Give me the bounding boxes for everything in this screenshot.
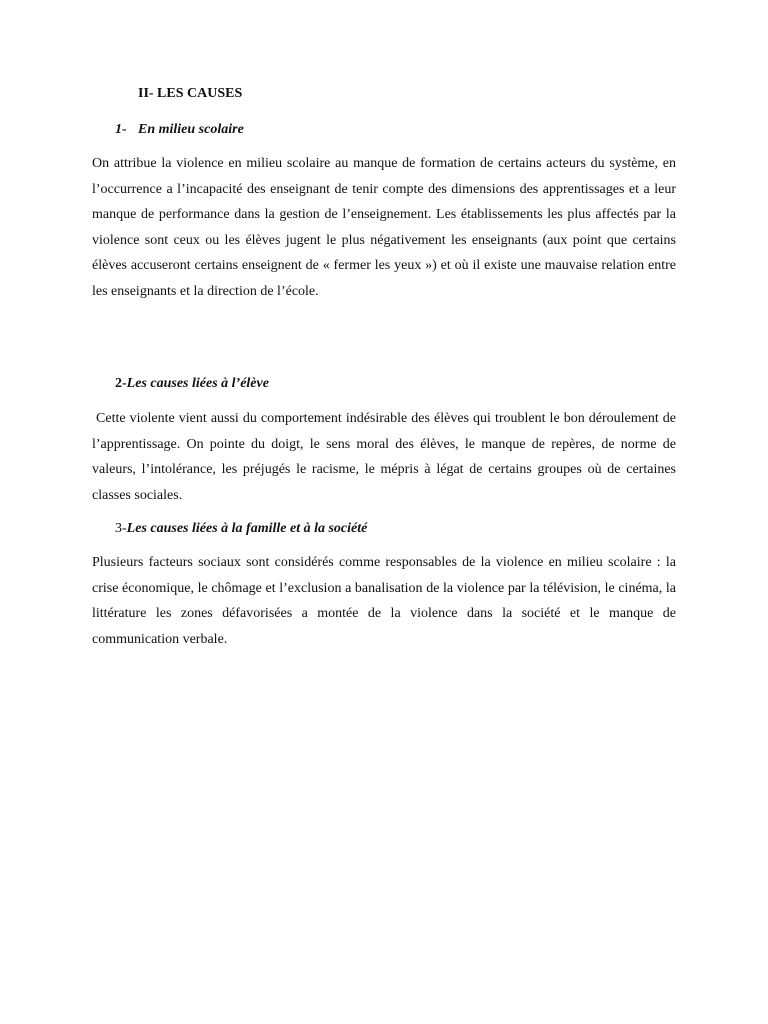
paragraph-3: Plusieurs facteurs sociaux sont considérés comme responsables de la violence en milieu scolaire : la crise économique, le chômage et l’exclusion a banalisation de la violence par la télévision, le cinéma, la littérature les zones défavorisées a montée de la violence dans la société et le manque de communication verbale.	[92, 555, 676, 647]
subsection-title-3: Les causes liées à la famille et à la société	[126, 521, 368, 536]
section-heading: II- LES CAUSES	[138, 86, 243, 101]
subsection-heading-1	[115, 120, 244, 140]
subsection-title-1: En milieu scolaire	[138, 122, 244, 137]
paragraph-1: On attribue la violence en milieu scolaire au manque de formation de certains acteurs du système, en l’occurrence a l’incapacité des enseignant de tenir compte des dimensions des apprentissages et a leur manque de performance dans la gestion de l’enseignement. Les établissements les plus affectés par la violence sont ceux ou les élèves jugent le plus négativement les enseignants (aux point que certains élèves accuseront certains enseignent de « fermer les yeux ») et où il existe une mauvaise relation entre les enseignants et la direction de l’école.	[92, 156, 676, 299]
subsection-heading-3	[115, 519, 367, 539]
subsection-number-2: 2-	[115, 376, 127, 391]
subsection-number-1: 1-	[115, 122, 127, 137]
subsection-heading-2	[115, 374, 269, 394]
subsection-title-2: Les causes liées à l’élève	[126, 376, 269, 391]
paragraph-2: Cette violente vient aussi du comportement indésirable des élèves qui troublent le bon déroulement de l’apprentissage. On pointe du doigt, le sens moral des élèves, le manque de repères, de norme de valeurs, l’intolérance, les préjugés le racisme, le mépris à légat de certains groupes où de certaines classes sociales.	[92, 411, 676, 503]
subsection-number-3: 3-	[115, 521, 127, 536]
